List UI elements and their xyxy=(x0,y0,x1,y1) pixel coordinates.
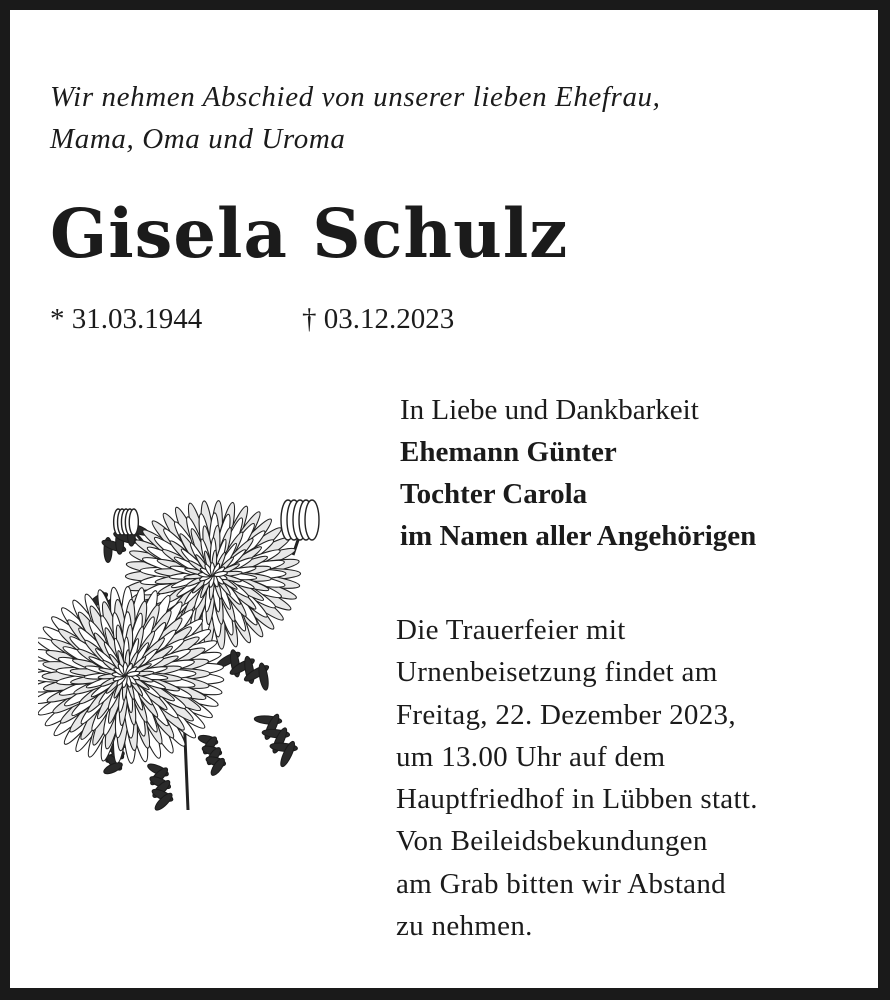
signature-line: In Liebe und Dankbarkeit xyxy=(400,394,699,426)
info-line: zu nehmen. xyxy=(396,910,533,943)
signature-line: Ehemann Günter xyxy=(400,436,617,468)
intro-text xyxy=(50,76,830,160)
funeral-info xyxy=(396,609,758,947)
info-line: Von Beileidsbekundungen xyxy=(396,825,708,858)
intro-line: Mama, Oma und Uroma xyxy=(50,123,346,155)
signature-line: Tochter Carola xyxy=(400,478,588,510)
info-line: Hauptfriedhof in Lübben statt. xyxy=(396,783,758,816)
birth-date: * 31.03.1944 xyxy=(50,303,203,335)
signature-block xyxy=(400,389,756,557)
chrysanthemum-icon xyxy=(38,490,338,830)
deceased-name: Gisela Schulz xyxy=(50,194,569,273)
death-date: † 03.12.2023 xyxy=(302,303,455,335)
obituary-card xyxy=(10,10,878,988)
signature-line: im Namen aller Angehörigen xyxy=(400,520,757,552)
info-line: Urnenbeisetzung findet am xyxy=(396,656,718,689)
info-line: am Grab bitten wir Abstand xyxy=(396,867,726,900)
intro-line: Wir nehmen Abschied von unserer lieben Ehefrau, xyxy=(50,81,661,113)
info-line: Die Trauerfeier mit xyxy=(396,614,626,646)
info-line: Freitag, 22. Dezember 2023, xyxy=(396,698,736,731)
info-line: um 13.00 Uhr auf dem xyxy=(396,740,666,773)
